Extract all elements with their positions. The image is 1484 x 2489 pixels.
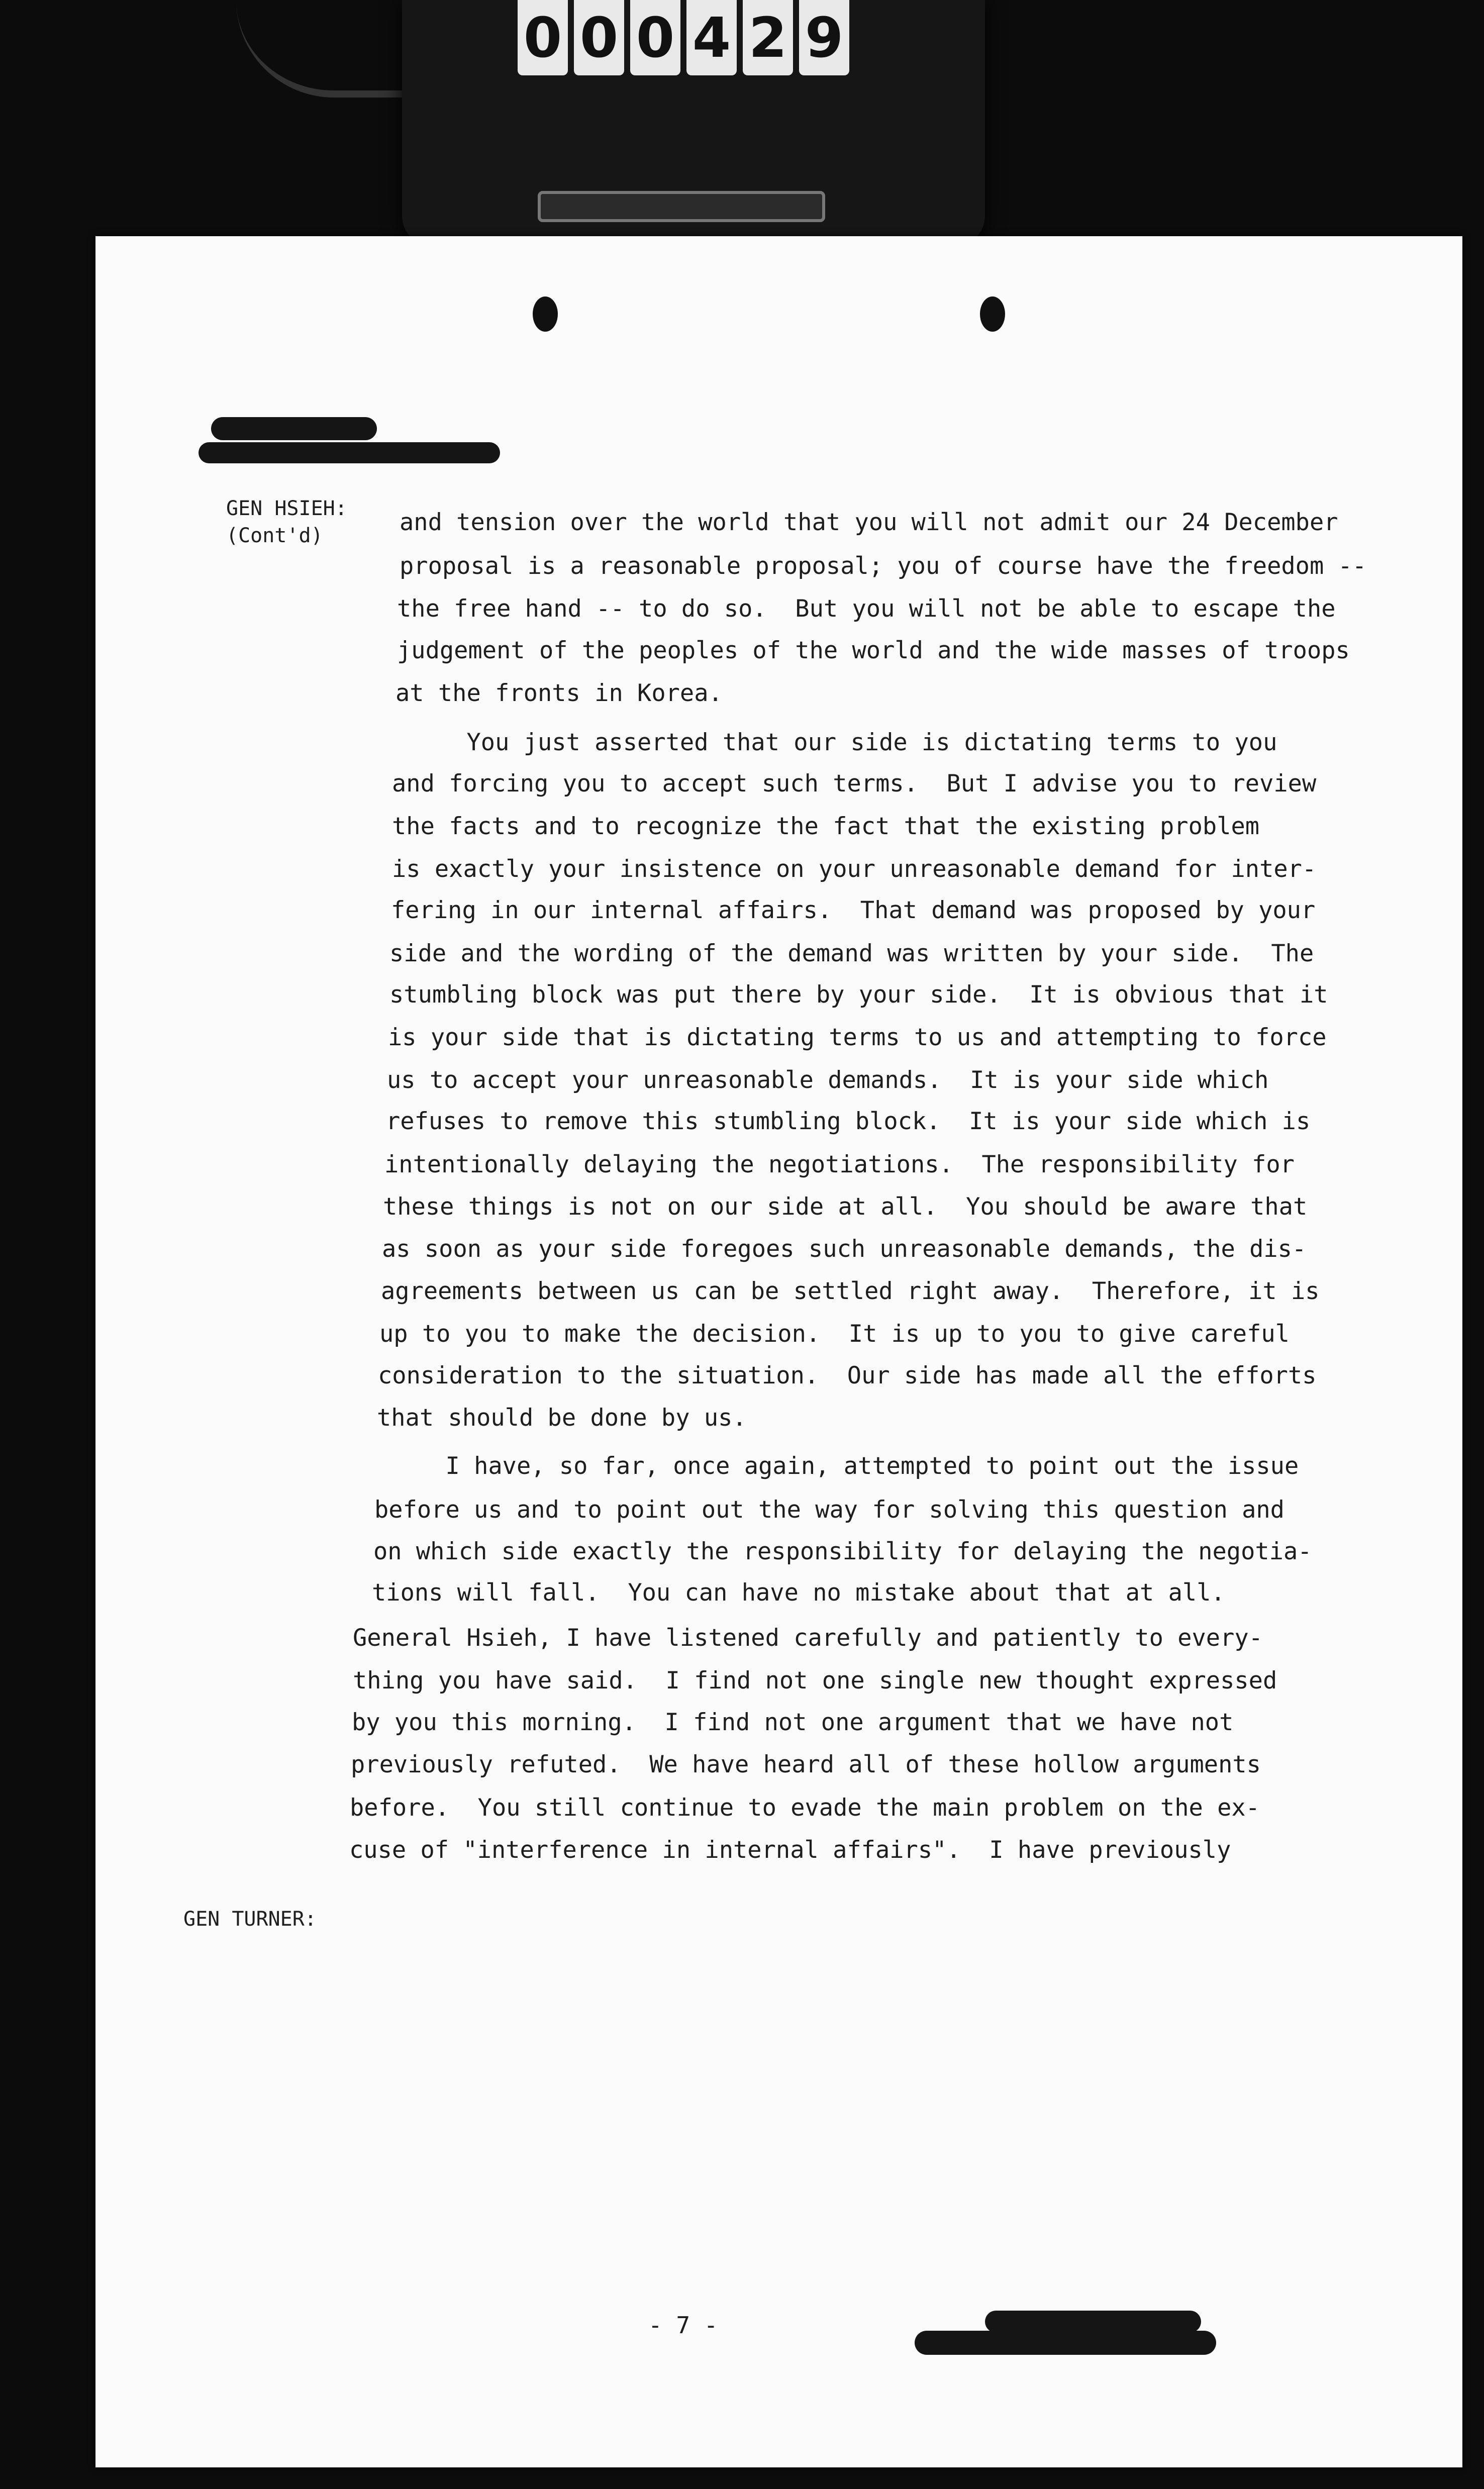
text-line: on which side exactly the responsibility for delaying the negotia-: [373, 1538, 1312, 1565]
text-line: before us and to point out the way for solving this question and: [374, 1496, 1284, 1524]
text-line: that should be done by us.: [377, 1404, 747, 1432]
document-page: [95, 236, 1462, 2467]
text-line: judgement of the peoples of the world and the wide masses of troops: [397, 637, 1350, 664]
counter-digit: 9: [799, 0, 849, 75]
text-line: is exactly your insistence on your unreasonable demand for inter-: [392, 855, 1317, 883]
counter-digit: 0: [574, 0, 624, 75]
punch-hole: [980, 296, 1005, 332]
redaction-mark: [199, 442, 500, 463]
frame-counter: [518, 0, 849, 75]
text-line: cuse of "interference in internal affairs". I have previously: [349, 1836, 1231, 1864]
text-line: thing you have said. I find not one single new thought expressed: [353, 1667, 1277, 1695]
punch-hole: [533, 296, 558, 332]
text-line: and tension over the world that you will not admit our 24 December: [400, 509, 1338, 536]
text-line: You just asserted that our side is dictating terms to you: [395, 729, 1277, 756]
text-line: fering in our internal affairs. That demand was proposed by your: [391, 897, 1316, 924]
text-line: and forcing you to accept such terms. But I advise you to review: [392, 770, 1317, 798]
text-line: at the fronts in Korea.: [395, 679, 723, 707]
frame-counter-device: [402, 0, 985, 246]
text-line: consideration to the situation. Our side has made all the efforts: [378, 1362, 1317, 1389]
speaker-label-hsieh: GEN HSIEH: (Cont'd): [226, 497, 347, 547]
text-line: tions will fall. You can have no mistake about that at all.: [372, 1579, 1225, 1607]
text-line: the facts and to recognize the fact that the existing problem: [392, 813, 1260, 840]
redaction-mark: [211, 417, 377, 440]
text-line: up to you to make the decision. It is up to you to give careful: [379, 1320, 1290, 1348]
text-line: intentionally delaying the negotiations. The responsibility for: [384, 1151, 1295, 1178]
text-line: before. You still continue to evade the main problem on the ex-: [350, 1794, 1260, 1822]
counter-cable: [236, 0, 417, 97]
text-line: proposal is a reasonable proposal; you of course have the freedom --: [400, 552, 1367, 580]
text-line: refuses to remove this stumbling block. It is your side which is: [386, 1108, 1311, 1135]
text-line: the free hand -- to do so. But you will not be able to escape the: [397, 595, 1336, 623]
text-line: is your side that is dictating terms to us and attempting to force: [388, 1024, 1327, 1051]
text-line: as soon as your side foregoes such unreasonable demands, the dis-: [382, 1235, 1307, 1263]
text-line: us to accept your unreasonable demands. It is your side which: [387, 1066, 1269, 1094]
redaction-mark: [985, 2311, 1201, 2333]
text-line: agreements between us can be settled right away. Therefore, it is: [381, 1277, 1320, 1305]
redaction-mark: [915, 2331, 1216, 2355]
counter-digit: 2: [743, 0, 793, 75]
counter-slot: [538, 191, 825, 222]
speaker-label-turner: GEN TURNER:: [183, 1908, 317, 1931]
text-line: these things is not on our side at all. You should be aware that: [383, 1193, 1308, 1221]
counter-digit: 0: [518, 0, 568, 75]
page-number: - 7 -: [648, 2312, 718, 2339]
text-line: side and the wording of the demand was written by your side. The: [389, 940, 1314, 967]
counter-digit: 0: [630, 0, 680, 75]
text-line: stumbling block was put there by your side. It is obvious that it: [389, 981, 1328, 1009]
text-line: General Hsieh, I have listened carefully and patiently to every-: [353, 1624, 1263, 1652]
text-line: by you this morning. I find not one argument that we have not: [352, 1709, 1234, 1736]
counter-digit: 4: [686, 0, 737, 75]
text-line: I have, so far, once again, attempted to point out the issue: [374, 1452, 1299, 1480]
text-line: previously refuted. We have heard all of these hollow arguments: [351, 1751, 1261, 1778]
